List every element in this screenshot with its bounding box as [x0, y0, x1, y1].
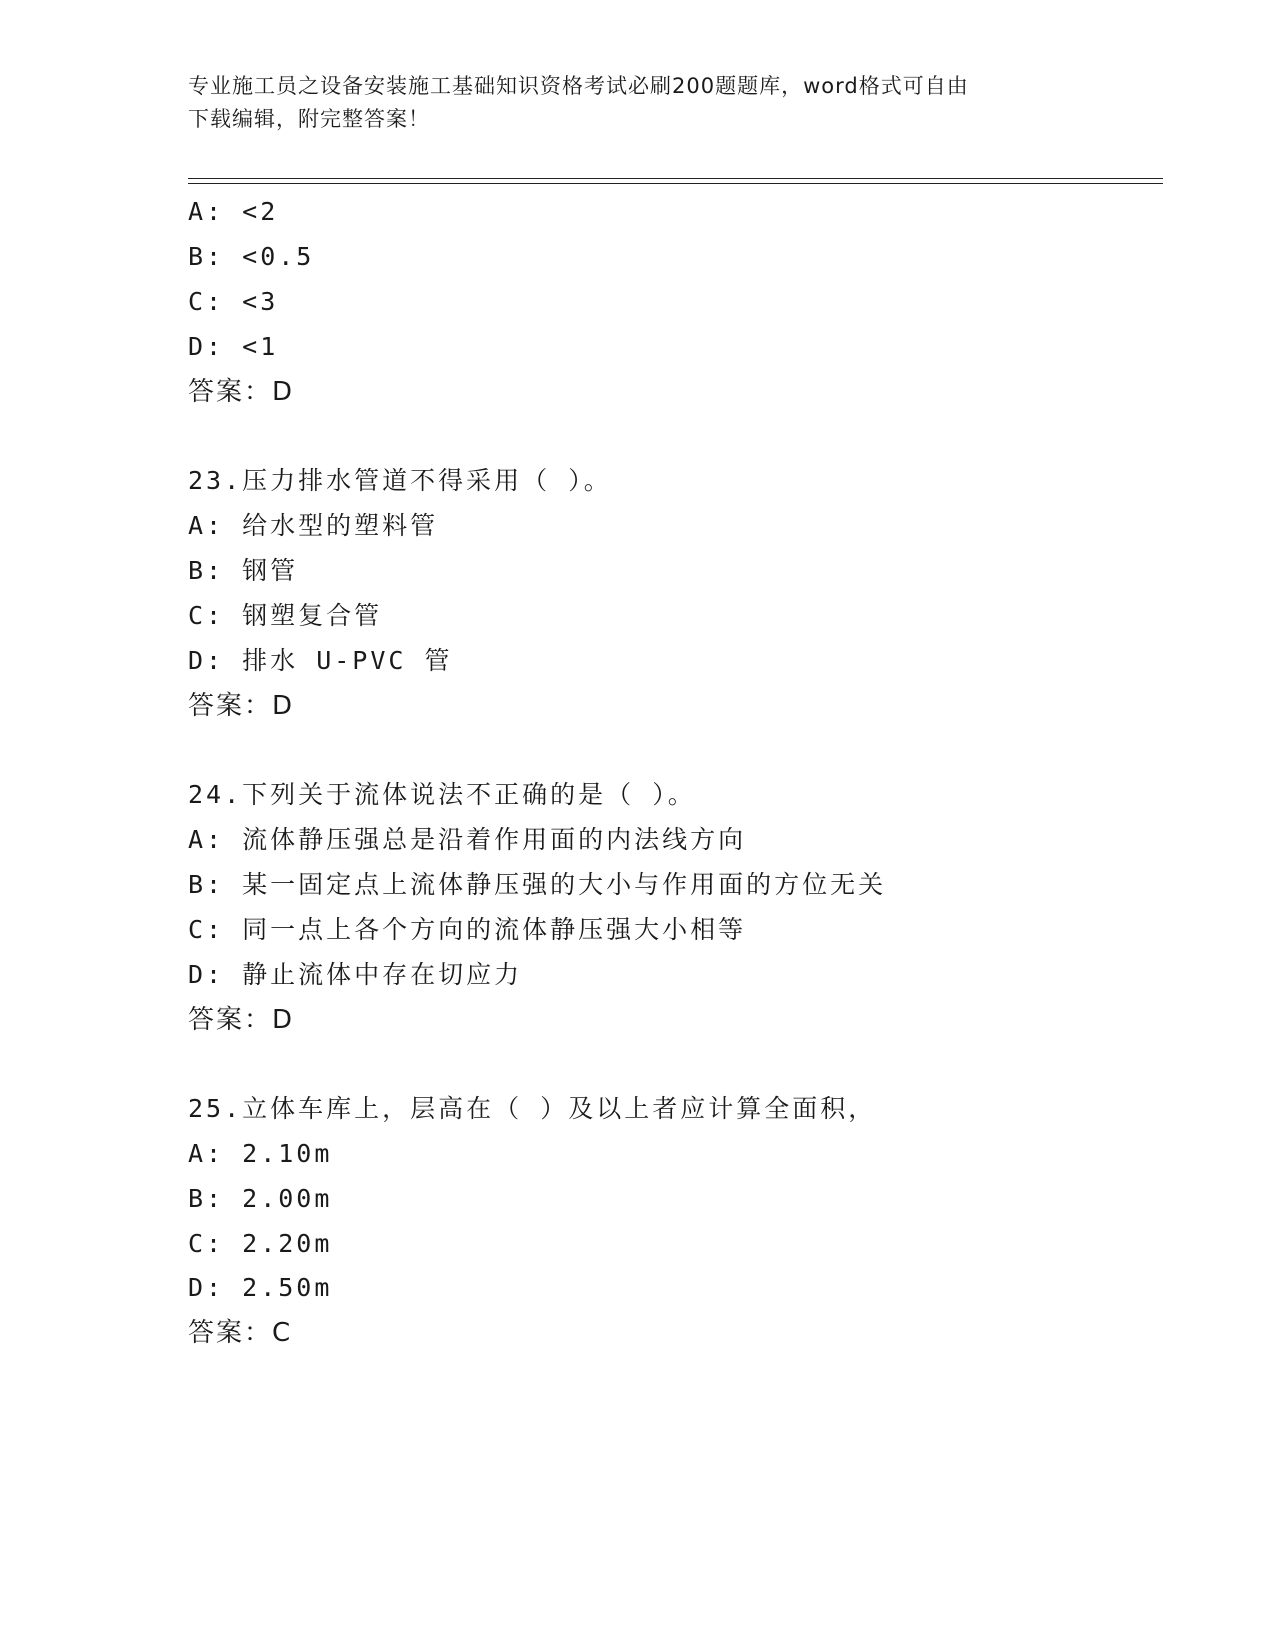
header-divider-top — [188, 178, 1163, 179]
q22-answer: 答案：D — [188, 377, 295, 407]
q23-option-d: D: 排水 U-PVC 管 — [188, 646, 453, 675]
header-divider-bottom — [188, 183, 1163, 184]
q22-option-a: A: <2 — [188, 197, 279, 226]
q24-option-b: B: 某一固定点上流体静压强的大小与作用面的方位无关 — [188, 870, 887, 899]
q23-option-a: A: 给水型的塑料管 — [188, 511, 439, 540]
q23-title: 23.压力排水管道不得采用（ ）。 — [188, 466, 612, 495]
q24-title: 24.下列关于流体说法不正确的是（ ）。 — [188, 780, 696, 809]
q22-option-d: D: <1 — [188, 332, 279, 361]
q23-option-b: B: 钢管 — [188, 556, 299, 585]
header-line-1: 专业施工员之设备安装施工基础知识资格考试必刷200题题库，word格式可自由 — [188, 74, 969, 98]
q24-answer: 答案：D — [188, 1005, 295, 1035]
q25-option-d: D: 2.50m — [188, 1273, 333, 1302]
document-header — [188, 70, 1088, 136]
q22-option-c: C: <3 — [188, 287, 279, 316]
q22-option-b: B: <0.5 — [188, 242, 315, 271]
header-line-2: 下载编辑，附完整答案！ — [188, 107, 430, 131]
q24-option-d: D: 静止流体中存在切应力 — [188, 960, 523, 989]
q25-option-a: A: 2.10m — [188, 1139, 333, 1168]
q25-title: 25.立体车库上，层高在（ ）及以上者应计算全面积， — [188, 1094, 877, 1123]
q24-option-a: A: 流体静压强总是沿着作用面的内法线方向 — [188, 825, 747, 854]
q24-option-c: C: 同一点上各个方向的流体静压强大小相等 — [188, 915, 747, 944]
q23-answer: 答案：D — [188, 691, 295, 721]
q25-answer: 答案：C — [188, 1318, 293, 1348]
q25-option-c: C: 2.20m — [188, 1229, 333, 1258]
q25-option-b: B: 2.00m — [188, 1184, 333, 1213]
q23-option-c: C: 钢塑复合管 — [188, 601, 383, 630]
